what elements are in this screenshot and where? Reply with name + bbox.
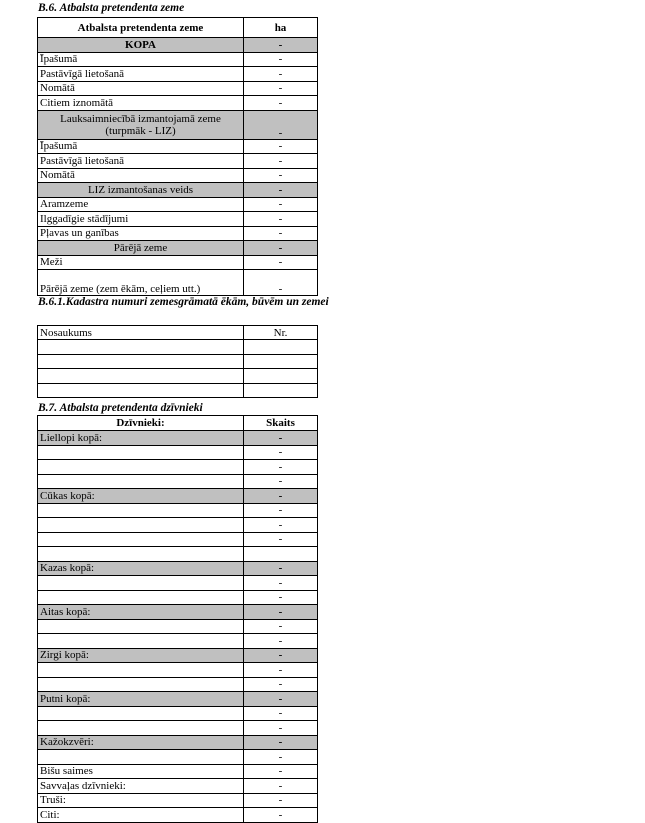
row-label [38, 340, 244, 355]
table-row [38, 96, 318, 111]
row-label: Citi: [38, 808, 244, 823]
table-row [38, 677, 318, 692]
table-row [38, 721, 318, 736]
row-label: Liellopi kopā: [38, 431, 244, 446]
table-row [38, 605, 318, 620]
row-label [38, 663, 244, 678]
row-label: Cūkas kopā: [38, 489, 244, 504]
row-value: - [244, 532, 318, 547]
table-row [38, 81, 318, 96]
row-value: - [244, 590, 318, 605]
table-row [38, 197, 318, 212]
row-value: - [244, 619, 318, 634]
row-label: Citiem iznomātā [38, 96, 244, 111]
table-row [38, 255, 318, 270]
section-title-b61: B.6.1.Kadastra numuri zemesgrāmatā ēkām, būvēm un zemei [38, 296, 329, 308]
row-label: Īpašumā [38, 139, 244, 154]
row-label: Aramzeme [38, 197, 244, 212]
row-label: Meži [38, 255, 244, 270]
row-label [38, 354, 244, 369]
column-header-animals: Dzīvnieki: [38, 416, 244, 431]
column-header-name: Nosaukums [38, 326, 244, 340]
row-value: - [244, 431, 318, 446]
row-value: - [244, 460, 318, 475]
land-table [37, 17, 318, 296]
row-label [38, 590, 244, 605]
row-value: - [244, 648, 318, 663]
row-label: Pastāvīgā lietošanā [38, 67, 244, 82]
row-label: KOPA [38, 38, 244, 53]
row-value: - [244, 576, 318, 591]
row-value [244, 547, 318, 562]
table-row [38, 750, 318, 765]
row-value: - [244, 634, 318, 649]
table-row [38, 460, 318, 475]
table-row [38, 52, 318, 67]
row-label [38, 721, 244, 736]
table-row [38, 67, 318, 82]
row-value: - [244, 212, 318, 227]
row-value: - [244, 721, 318, 736]
table-row [38, 489, 318, 504]
row-value [244, 354, 318, 369]
row-value: - [244, 81, 318, 96]
row-value: - [244, 561, 318, 576]
row-label [38, 634, 244, 649]
row-label: Bišu saimes [38, 764, 244, 779]
table-row [38, 139, 318, 154]
table-row [38, 354, 318, 369]
row-label [38, 460, 244, 475]
row-label: Pārējā zeme [38, 241, 244, 256]
row-label [38, 750, 244, 765]
row-value: - [244, 663, 318, 678]
table-row [38, 212, 318, 227]
table-row [38, 648, 318, 663]
row-value: - [244, 764, 318, 779]
row-value: - [244, 241, 318, 256]
row-label [38, 474, 244, 489]
row-label: Savvaļas dzīvnieki: [38, 779, 244, 794]
row-value: - [244, 154, 318, 169]
row-label: Īpašumā [38, 52, 244, 67]
row-value: - [244, 255, 318, 270]
row-label [38, 383, 244, 398]
row-value: - [244, 692, 318, 707]
row-value: - [244, 168, 318, 183]
row-value: - [244, 226, 318, 241]
table-row [38, 547, 318, 562]
row-value: - [244, 183, 318, 198]
row-value: - [244, 197, 318, 212]
table-row [38, 779, 318, 794]
row-value: - [244, 474, 318, 489]
row-label [38, 706, 244, 721]
row-value [244, 383, 318, 398]
table-row [38, 590, 318, 605]
row-value: - [244, 735, 318, 750]
table-row [38, 503, 318, 518]
row-label [38, 503, 244, 518]
table-row [38, 706, 318, 721]
table-row [38, 532, 318, 547]
row-value: - [244, 52, 318, 67]
table-row [38, 692, 318, 707]
table-row [38, 663, 318, 678]
table-row [38, 183, 318, 198]
table-row [38, 241, 318, 256]
row-value: - [244, 677, 318, 692]
column-header-land: Atbalsta pretendenta zeme [38, 18, 244, 38]
table-row [38, 383, 318, 398]
row-label [38, 576, 244, 591]
row-value: - [244, 793, 318, 808]
row-label [38, 677, 244, 692]
table-row [38, 445, 318, 460]
row-value: - [244, 445, 318, 460]
row-label [38, 532, 244, 547]
table-row [38, 474, 318, 489]
row-value: - [244, 750, 318, 765]
row-label: Pļavas un ganības [38, 226, 244, 241]
table-row [38, 735, 318, 750]
row-value: - [244, 139, 318, 154]
table-row [38, 764, 318, 779]
row-value [244, 369, 318, 384]
table-row [38, 270, 318, 296]
row-label [38, 445, 244, 460]
section-title-b7: B.7. Atbalsta pretendenta dzīvnieki [38, 402, 203, 414]
row-label: Kazas kopā: [38, 561, 244, 576]
table-row [38, 168, 318, 183]
table-row [38, 226, 318, 241]
table-row [38, 793, 318, 808]
animals-table [37, 415, 318, 823]
row-label [38, 619, 244, 634]
row-value [244, 340, 318, 355]
row-value: - [244, 808, 318, 823]
row-label: Ilggadīgie stādījumi [38, 212, 244, 227]
column-header-ha: ha [244, 18, 318, 38]
row-value: - [244, 489, 318, 504]
table-row [38, 110, 318, 139]
table-row [38, 38, 318, 53]
table-row [38, 576, 318, 591]
row-label: Zirgi kopā: [38, 648, 244, 663]
row-value: - [244, 110, 318, 139]
row-label [38, 369, 244, 384]
section-title-b6: B.6. Atbalsta pretendenta zeme [38, 2, 185, 14]
table-row [38, 808, 318, 823]
row-value: - [244, 67, 318, 82]
row-value: - [244, 38, 318, 53]
row-label [38, 547, 244, 562]
row-value: - [244, 518, 318, 533]
table-row [38, 634, 318, 649]
row-value: - [244, 706, 318, 721]
row-label: Aitas kopā: [38, 605, 244, 620]
row-value: - [244, 503, 318, 518]
table-row [38, 561, 318, 576]
table-row [38, 154, 318, 169]
table-row [38, 340, 318, 355]
table-row [38, 518, 318, 533]
row-value: - [244, 779, 318, 794]
row-label [38, 518, 244, 533]
cadastre-table [37, 325, 318, 398]
row-label: Pastāvīgā lietošanā [38, 154, 244, 169]
table-row [38, 369, 318, 384]
row-label: Nomātā [38, 168, 244, 183]
row-label: Kažokzvēri: [38, 735, 244, 750]
row-value: - [244, 605, 318, 620]
row-label: LIZ izmantošanas veids [38, 183, 244, 198]
row-label: Putni kopā: [38, 692, 244, 707]
table-row [38, 619, 318, 634]
column-header-count: Skaits [244, 416, 318, 431]
row-label: Nomātā [38, 81, 244, 96]
table-row [38, 431, 318, 446]
row-label: Truši: [38, 793, 244, 808]
row-label: Lauksaimniecībā izmantojamā zeme (turpmāk - LIZ) [38, 110, 244, 139]
column-header-number: Nr. [244, 326, 318, 340]
row-value: - [244, 270, 318, 296]
row-label: Pārējā zeme (zem ēkām, ceļiem utt.) [38, 270, 244, 296]
row-value: - [244, 96, 318, 111]
